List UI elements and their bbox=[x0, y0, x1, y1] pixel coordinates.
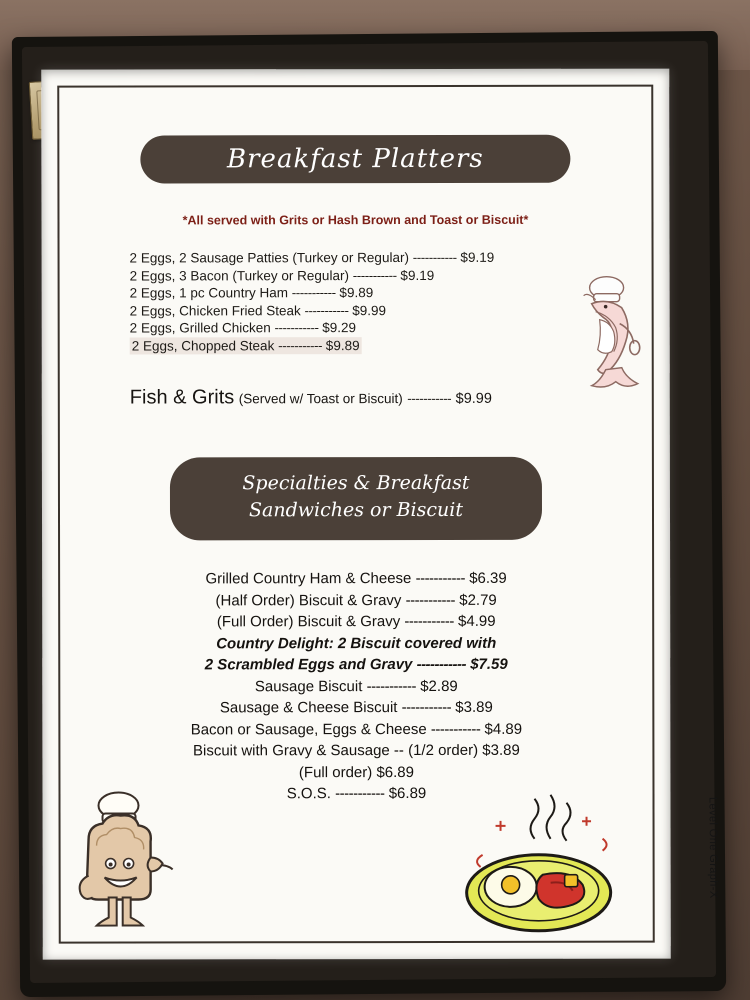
item-dots: ----------- bbox=[415, 569, 466, 588]
toast-character-icon bbox=[66, 779, 196, 939]
item-price: $3.89 bbox=[455, 698, 493, 716]
menu-page bbox=[41, 69, 671, 960]
list-item bbox=[72, 675, 640, 697]
menu-binder bbox=[12, 31, 726, 997]
list-item bbox=[72, 632, 640, 654]
item-price: $9.99 bbox=[352, 302, 387, 318]
list-item bbox=[72, 611, 640, 633]
item-name: (Full order) bbox=[298, 763, 373, 781]
item-dots: ----------- bbox=[401, 698, 452, 717]
item-dots: ----------- bbox=[274, 320, 319, 336]
item-name: Sausage & Cheese Biscuit bbox=[219, 699, 398, 717]
item-price: $7.59 bbox=[470, 655, 508, 673]
item-name: Grilled Country Ham & Cheese bbox=[205, 570, 412, 588]
item-name: 2 Eggs, 1 pc Country Ham bbox=[129, 285, 288, 301]
platters-subtitle: *All served with Grits or Hash Brown and Toast or Biscuit* bbox=[182, 212, 529, 228]
item-price: $4.89 bbox=[484, 720, 523, 738]
item-name: 2 Eggs, 3 Bacon (Turkey or Regular) bbox=[129, 267, 349, 284]
feature-note: (Served w/ Toast or Biscuit) bbox=[238, 391, 403, 407]
item-name: Sausage Biscuit bbox=[254, 677, 363, 695]
item-name: 2 Eggs, 2 Sausage Patties (Turkey or Regular) bbox=[129, 250, 409, 266]
item-dots: ----------- bbox=[430, 720, 481, 738]
item-price: $3.89 bbox=[482, 741, 520, 759]
item-price: $2.89 bbox=[420, 677, 458, 695]
item-name: Bacon or Sausage, Eggs & Cheese bbox=[190, 720, 427, 738]
item-dots: ----------- bbox=[412, 249, 457, 266]
item-name: 2 Eggs, Chicken Fried Steak bbox=[129, 302, 301, 319]
item-price: $9.89 bbox=[325, 337, 360, 353]
item-dots: ----------- bbox=[335, 785, 385, 803]
item-price: $6.89 bbox=[388, 784, 427, 803]
item-dots: ----------- bbox=[352, 267, 397, 283]
item-price: $9.19 bbox=[400, 267, 435, 283]
list-item bbox=[72, 568, 640, 590]
item-price: $9.19 bbox=[460, 249, 495, 265]
item-name: (Full Order) Biscuit & Gravy bbox=[216, 613, 401, 631]
list-item bbox=[130, 249, 640, 267]
list-item bbox=[72, 654, 640, 676]
specialties-banner bbox=[170, 457, 542, 541]
item-name: (Half Order) Biscuit & Gravy bbox=[215, 591, 402, 609]
item-name: 2 Scrambled Eggs and Gravy bbox=[204, 656, 413, 674]
list-item bbox=[72, 740, 640, 762]
list-item bbox=[72, 589, 640, 611]
feature-title: Fish & Grits bbox=[129, 386, 235, 409]
specialties-list bbox=[72, 568, 640, 805]
item-price: $4.99 bbox=[457, 612, 496, 630]
item-price: $2.79 bbox=[459, 591, 497, 609]
item-price: $6.39 bbox=[469, 569, 507, 587]
item-dots: ----------- bbox=[366, 677, 417, 695]
specialties-banner-line-1: Specialties & Breakfast bbox=[242, 471, 470, 495]
feature-dots: ----------- bbox=[407, 390, 452, 407]
list-item bbox=[130, 337, 362, 355]
item-dots: ----------- bbox=[416, 655, 467, 674]
feature-price: $9.99 bbox=[455, 390, 492, 407]
item-name: Country Delight: 2 Biscuit covered with bbox=[216, 634, 497, 652]
item-dots: ----------- bbox=[278, 337, 323, 353]
item-dots: ----------- bbox=[404, 612, 454, 631]
item-price: $6.89 bbox=[376, 763, 414, 781]
item-price: $9.89 bbox=[339, 285, 374, 301]
chef-shrimp-icon bbox=[562, 274, 652, 394]
item-price: $9.29 bbox=[322, 320, 357, 336]
item-dots: ----------- bbox=[405, 591, 456, 609]
breakfast-platters-banner: Breakfast Platters bbox=[140, 135, 570, 184]
item-dots: ----------- bbox=[291, 285, 336, 301]
item-name: Biscuit with Gravy & Sausage -- (1/2 order) bbox=[192, 741, 479, 760]
eggs-plate-icon bbox=[438, 791, 628, 941]
item-name: 2 Eggs, Grilled Chicken bbox=[129, 320, 271, 336]
item-name: S.O.S. bbox=[286, 785, 331, 803]
specialties-banner-line-2: Sandwiches or Biscuit bbox=[249, 498, 463, 522]
item-dots: ----------- bbox=[304, 302, 349, 318]
item-name: 2 Eggs, Chopped Steak bbox=[131, 337, 275, 354]
list-item bbox=[72, 718, 640, 740]
list-item bbox=[72, 697, 640, 719]
watermark-label: Level One Graph-X bbox=[706, 797, 720, 900]
